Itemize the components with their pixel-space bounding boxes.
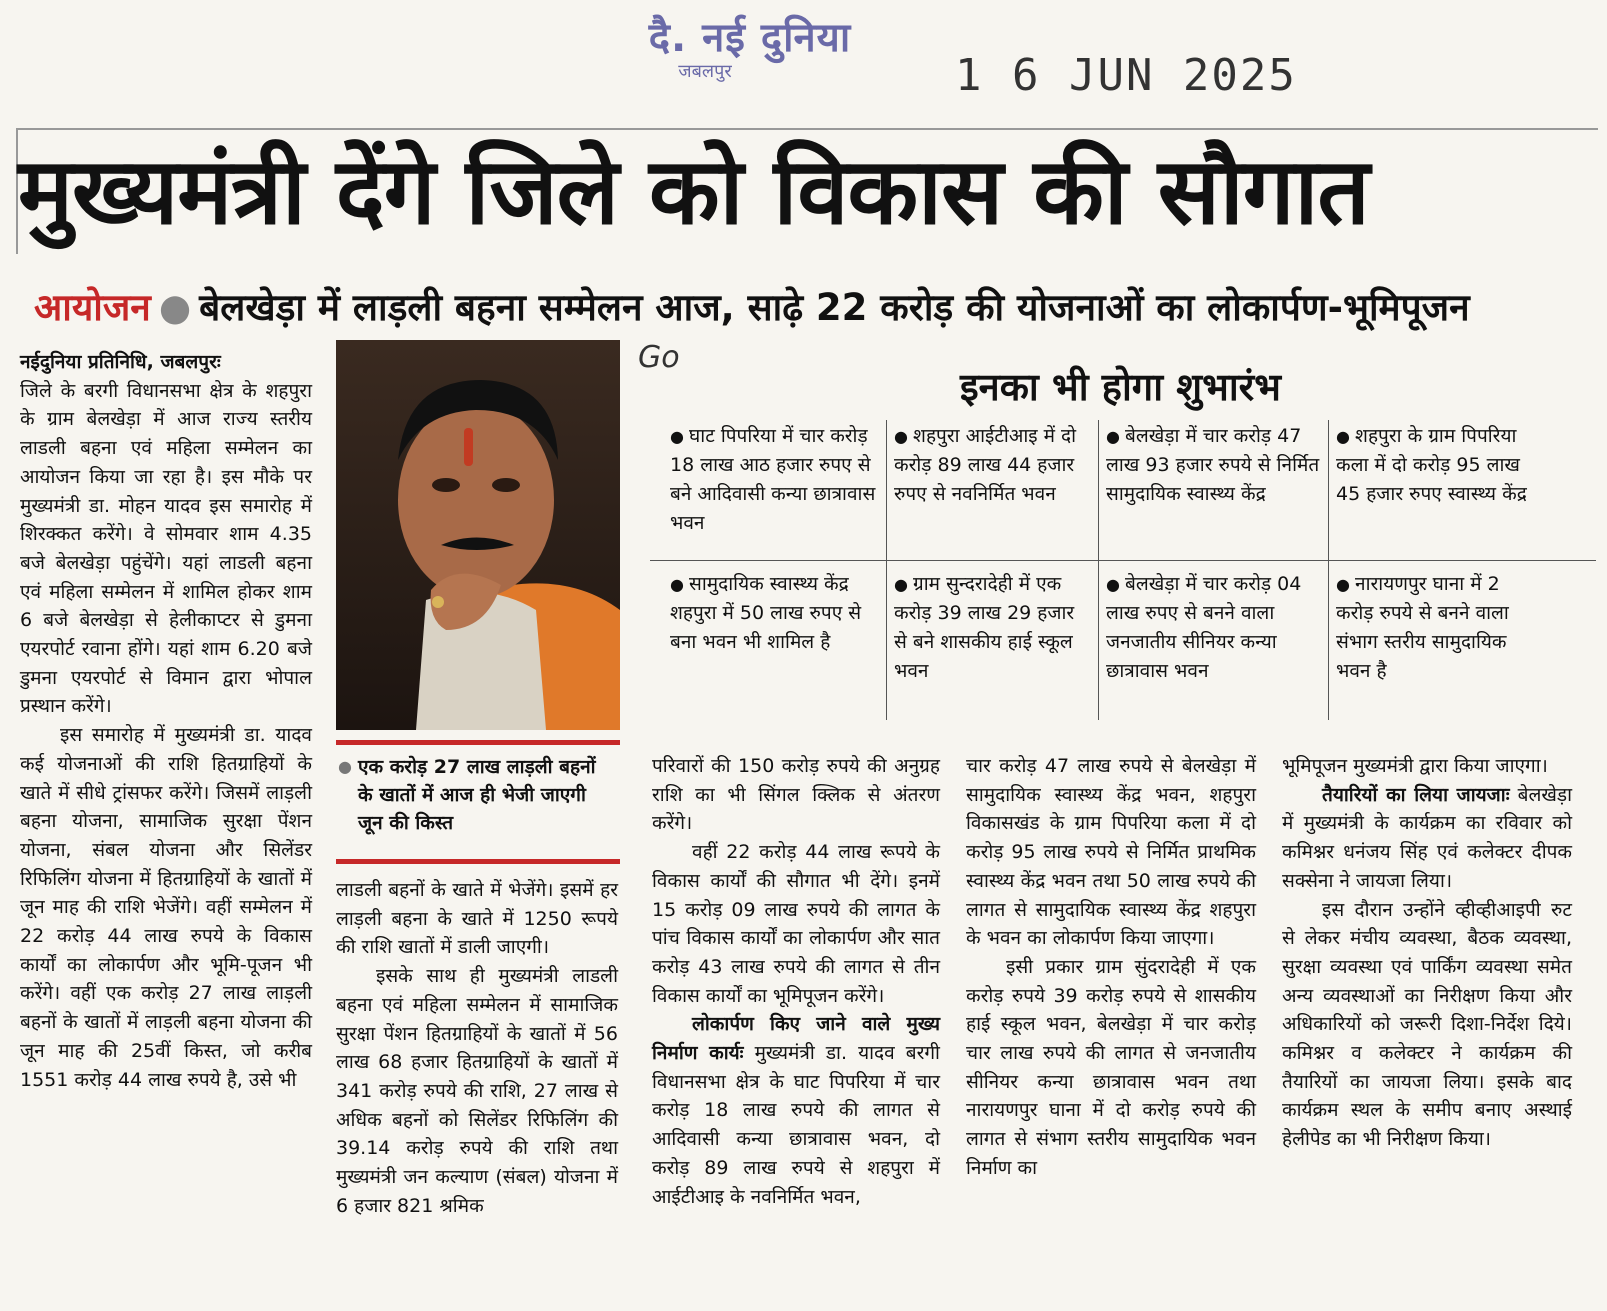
projects-grid: [664, 420, 1598, 730]
bullet-icon: ●: [1336, 575, 1356, 594]
paragraph: चार करोड़ 47 लाख रुपये से बेलखेड़ा में सामुदायिक स्वास्थ्य केंद्र भवन, शहपुरा विकासखंड के ग्राम पिपरिया कला में दो करोड़ 95 लाख रुपये से निर्मित प्राथमिक स्वास्थ्य केंद्र भवन तथा 50 लाख रुपये की लागत से सामुदायिक स्वास्थ्य केंद्र शहपुरा के भवन का लोकार्पण किया जाएगा।: [966, 755, 1256, 950]
paragraph: बेलखेड़ा में मुख्यमंत्री के कार्यक्रम का रविवार को कमिश्नर धनंजय सिंह एवं कलेक्टर दीपक सक्सेना ने जायजा लिया।: [1282, 783, 1572, 892]
divider: [1328, 420, 1329, 720]
masthead-name: दै. नई दुनिया: [648, 15, 852, 61]
paragraph: वहीं 22 करोड़ 44 लाख रूपये के विकास कार्यों की सौगात भी देंगे। इनमें 15 करोड़ 09 लाख रुपये की लागत के पांच विकास कार्यों का लोकार्पण और सात करोड़ 43 लाख रुपये की लागत से तीन विकास कार्यों का भूमिपूजन करेंगे।: [652, 841, 940, 1007]
bullet-icon: ●: [894, 427, 914, 446]
bullet-icon: ●: [338, 757, 352, 776]
bullet-icon: ●: [1106, 427, 1126, 446]
bullet-icon: ●: [670, 427, 690, 446]
paragraph: इस दौरान उन्होंने व्हीव्हीआइपी रुट से लेकर मंचीय व्यवस्था, बैठक व्यवस्था, सुरक्षा व्यवस्था एवं पार्किंग व्यवस्था समेत अन्य व्यवस्थाओं का निरीक्षण किया और अधिकारियों को जरूरी दिशा-निर्देश दिये। कमिश्नर व कलेक्टर ने कार्यक्रम की तैयारियों का जायजा लिया। इसके बाद कार्यक्रम स्थल के समीप बनाए अस्थाई हेलीपेड का भी निरीक्षण किया।: [1282, 898, 1572, 1151]
headline-box: [16, 128, 1598, 254]
project-item: ● शहपुरा के ग्राम पिपरिया कला में दो करोड़ 95 लाख 45 हजार रुपए स्वास्थ्य केंद्र: [1336, 425, 1527, 505]
project-item: ● घाट पिपरिया में चार करोड़ 18 लाख आठ हजार रुपए से बने आदिवासी कन्या छात्रावास भवन: [670, 425, 876, 534]
article-column-4: [966, 752, 1256, 1183]
divider: [650, 560, 1596, 561]
masthead-city: जबलपुर: [678, 61, 732, 82]
subhead-text: बेलखेड़ा में लाड़ली बहना सम्मेलन आज, साढ़े 22 करोड़ की योजनाओं का लोकार्पण-भूमिपूजन: [199, 286, 1470, 329]
box-title: इनका भी होगा शुभारंभ: [960, 365, 1281, 409]
paragraph: लाडली बहनों के खाते में भेजेंगे। इसमें हर लाड़ली बहना के खाते में 1250 रूपये की राशि खातों में डाली जाएगी।: [336, 879, 618, 959]
article-column-1: [20, 348, 312, 1094]
article-column-2: [336, 876, 618, 1220]
bullet-icon: ●: [894, 575, 914, 594]
project-item: ● शहपुरा आईटीआइ में दो करोड़ 89 लाख 44 हजार रुपए से नवनिर्मित भवन: [894, 425, 1077, 505]
chief-minister-photo: [336, 340, 620, 730]
kicker: आयोजन: [34, 286, 151, 329]
portrait-illustration: [336, 340, 620, 730]
newspaper-stamp: [620, 8, 880, 83]
paragraph: इसी प्रकार ग्राम सुंदरादेही में एक करोड़ रुपये 39 करोड़ रुपये से शासकीय हाई स्कूल भवन, बेलखेड़ा में चार करोड़ चार लाख रुपये की लागत से जनजातीय सीनियर कन्या छात्रावास भवन तथा नारायणपुर घाना में दो करोड़ रुपये की लागत से संभाग स्तरीय सामुदायिक भवन निर्माण का: [966, 955, 1256, 1179]
article-column-5: [1282, 752, 1572, 1154]
subheading: लोकार्पण किए जाने वाले मुख्य निर्माण कार्यः: [652, 1013, 940, 1065]
project-item: ● ग्राम सुन्दरादेही में एक करोड़ 39 लाख 29 हजार से बने शासकीय हाई स्कूल भवन: [894, 573, 1075, 682]
photo-caption: [336, 740, 620, 864]
project-item: ● बेलखेड़ा में चार करोड़ 47 लाख 93 हजार रुपये से निर्मित सामुदायिक स्वास्थ्य केंद्र: [1106, 425, 1320, 505]
project-item: ● सामुदायिक स्वास्थ्य केंद्र शहपुरा में 50 लाख रुपए से बना भवन भी शामिल है: [670, 573, 862, 653]
bullet-icon: ●: [670, 575, 690, 594]
headline: मुख्यमंत्री देंगे जिले को विकास की सौगात: [18, 138, 1369, 245]
bullet-icon: ●: [1106, 575, 1126, 594]
paragraph: परिवारों की 150 करोड़ रुपये की अनुग्रह राशि का भी सिंगल क्लिक से अंतरण करेंगे।: [652, 755, 940, 835]
dateline: नईदुनिया प्रतिनिधि, जबलपुरः: [20, 351, 221, 373]
article-column-3: [652, 752, 940, 1211]
caption-text: एक करोड़ 27 लाख लाड़ली बहनों के खातों में आज ही भेजी जाएगी जून की किस्त: [358, 756, 596, 834]
project-item: ● बेलखेड़ा में चार करोड़ 04 लाख रुपए से बनने वाला जनजातीय सीनियर कन्या छात्रावास भवन: [1106, 573, 1302, 682]
paragraph: इसके साथ ही मुख्यमंत्री लाडली बहना एवं महिला सम्मेलन में सामाजिक सुरक्षा पेंशन हितग्राहियों के खातों में 56 लाख 68 हजार हितग्राहियों के खातों में 341 करोड़ रुपये की राशि, 27 लाख से अधिक बहनों को सिलेंडर रिफिलिंग की 39.14 करोड़ रुपये की राशि तथा मुख्यमंत्री जन कल्याण (संबल) योजना में 6 हजार 821 श्रमिक: [336, 965, 618, 1217]
subheadline: [34, 284, 1594, 332]
handwritten-mark: Go: [638, 340, 680, 375]
date-stamp: 1 6 JUN 2025: [955, 50, 1297, 101]
paragraph: जिले के बरगी विधानसभा क्षेत्र के शहपुरा के ग्राम बेलखेड़ा में आज राज्य स्तरीय लाडली बहना एवं महिला सम्मेलन का आयोजन किया जा रहा है। इस मौके पर मुख्यमंत्री डा. मोहन यादव इस समारोह में शिरक्कत करेंगे। वे सोमवार शाम 4.35 बजे बेलखेड़ा पहुंचेंगे। यहां लाडली बहना एवं महिला सम्मेलन में शामिल होकर शाम 6 बजे बेलखेड़ा से हेलीकाप्टर से डुमना एयरपोर्ट रवाना होंगे। यहां शाम 6.20 बजे डुमना एयरपोर्ट से विमान द्वारा भोपाल प्रस्थान करेंगे।: [20, 379, 312, 718]
project-item: ● नारायणपुर घाना में 2 करोड़ रुपये से बनने वाला संभाग स्तरीय सामुदायिक भवन है: [1336, 573, 1509, 682]
paragraph: इस समारोह में मुख्यमंत्री डा. यादव कई योजनाओं की राशि हितग्राहियों के खाते में सीधे ट्रांसफर करेंगे। जिसमें लाड़ली बहना योजना, सामाजिक सुरक्षा पेंशन योजना, संबल योजना और सिलेंडर रिफिलिंग योजना में हितग्राहियों के खातों में जून माह की राशि भेजेंगे। वहीं सम्मेलन में 22 करोड़ 44 लाख रुपये के विकास कार्यों का लोकार्पण और भूमि-पूजन भी करेंगे। वहीं एक करोड़ 27 लाख लाड़ली बहनों के खातों में लाड़ली बहना योजना की जून माह की 25वीं किस्त, जो करीब 1551 करोड़ 44 लाख रुपये है, उसे भी: [20, 724, 312, 1091]
divider: [886, 420, 887, 720]
bullet-icon: ●: [158, 286, 192, 329]
subheading: तैयारियों का लिया जायजाः: [1322, 783, 1510, 806]
paragraph: मुख्यमंत्री डा. यादव बरगी विधानसभा क्षेत्र के घाट पिपरिया में चार करोड़ 18 लाख रुपये की लागत से आदिवासी कन्या छात्रावास भवन, दो करोड़ 89 लाख रुपये से शहपुरा में आईटीआइ के नवनिर्मित भवन,: [652, 1042, 940, 1208]
divider: [1098, 420, 1099, 720]
bullet-icon: ●: [1336, 427, 1356, 446]
paragraph: भूमिपूजन मुख्यमंत्री द्वारा किया जाएगा।: [1282, 755, 1548, 777]
